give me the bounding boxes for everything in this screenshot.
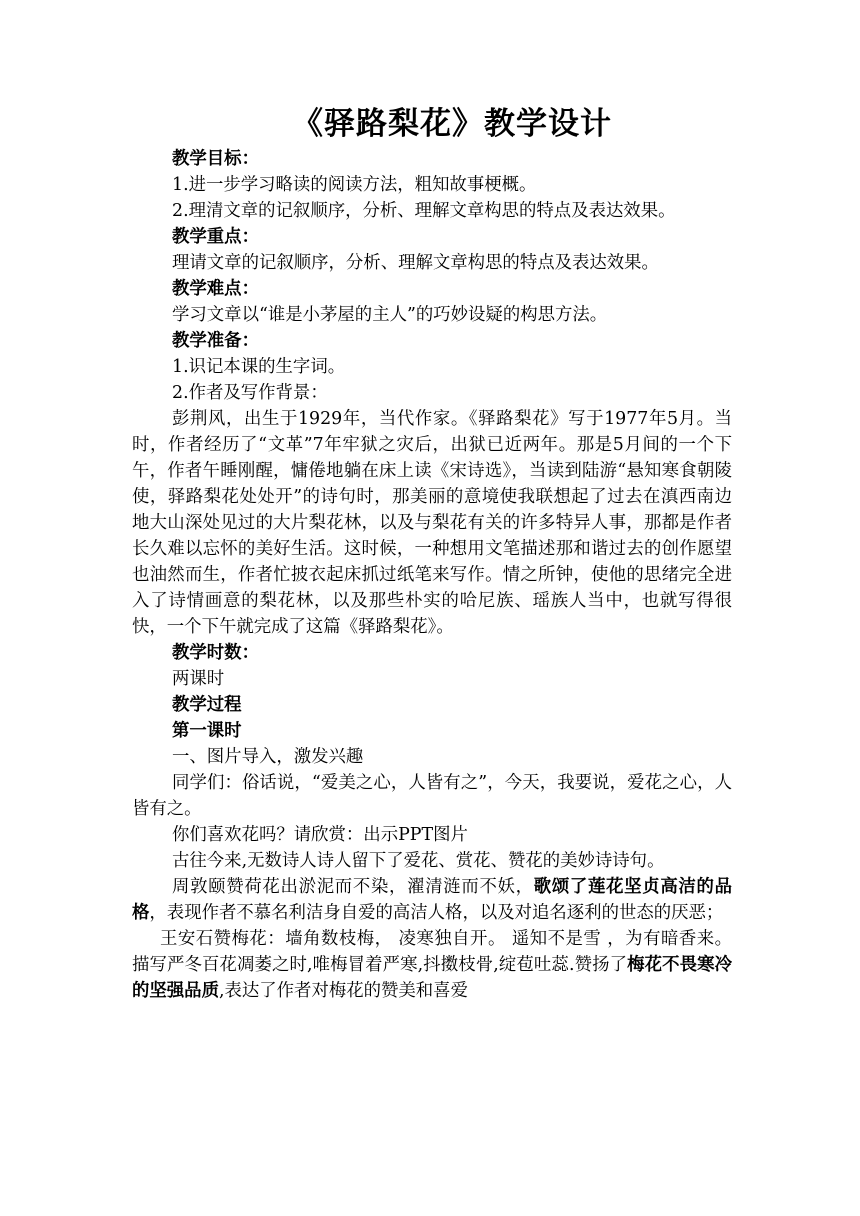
author-background-paragraph: 彭荆风，出生于1929年，当代作家。《驿路梨花》写于1977年5月。当时，作者经历了“文革”7年牢狱之灾后，出狱已近两年。那是5月间的一个下午，作者午睡刚醒，慵倦地躺在床上读《宋诗选》，当读到陆游“悬知寒食朝陵使，驿路梨花处处开”的诗句时，那美丽的意境使我联想起了过去在滇西南边地大山深处见过的大片梨花林，以及与梨花有关的许多特异人事，那都是作者长久难以忘怀的美好生活。这时候，一种想用文笔描述那和谐过去的创作愿望也油然而生，作者忙披衣起床抓过纸笔来写作。情之所钟，使他的思绪完全进入了诗情画意的梨花林，以及那些朴实的哈尼族、瑶族人当中，也就写得很快，一个下午就完成了这篇《驿路梨花》。: [132, 409, 732, 637]
difficulty-heading: 教学难点：: [172, 279, 259, 299]
page-title: 《驿路梨花》教学设计: [292, 106, 612, 142]
plum-highlight: 梅花不畏寒冷的坚强品质: [132, 955, 732, 1001]
document-body: [132, 104, 732, 1004]
goal-item: 1.进一步学习略读的阅读方法，粗知故事梗概。: [172, 175, 537, 195]
goal-item: 2.理清文章的记叙顺序，分析、理解文章构思的特点及表达效果。: [172, 201, 676, 221]
difficulty-text: 学习文章以“谁是小茅屋的主人”的巧妙设疑的构思方法。: [172, 305, 608, 325]
plum-text-end: ,表达了作者对梅花的赞美和喜爱: [218, 981, 468, 1001]
preparation-item: 2.作者及写作背景：: [172, 383, 328, 403]
intro-paragraph: 同学们：俗话说，“爱美之心，人皆有之”，今天，我要说，爱花之心，人皆有之。: [132, 773, 732, 819]
lotus-highlight: 歌颂了莲花坚贞高洁的品格: [132, 877, 732, 923]
goals-heading: 教学目标：: [172, 149, 259, 169]
intro-paragraph: 古往今来,无数诗人诗人留下了爱花、赏花、赞花的美妙诗诗句。: [172, 851, 665, 871]
lotus-text: 周敦颐赞荷花出淤泥而不染，濯清涟而不妖，: [172, 877, 534, 897]
lesson-one-heading: 第一课时: [172, 721, 242, 741]
lotus-text-end: ，表现作者不慕名利洁身自爱的高洁人格，以及对追名逐利的世态的厌恶；: [149, 903, 724, 923]
teaching-process-heading: 教学过程: [172, 695, 242, 715]
preparation-heading: 教学准备：: [172, 331, 259, 351]
key-points-text: 理请文章的记叙顺序，分析、理解文章构思的特点及表达效果。: [172, 253, 659, 273]
key-points-heading: 教学重点：: [172, 227, 259, 247]
class-hours-text: 两课时: [172, 669, 225, 689]
step-one-heading: 一、图片导入，激发兴趣: [172, 747, 364, 767]
lotus-paragraph: [132, 874, 732, 926]
plum-paragraph: [132, 926, 732, 1004]
intro-paragraph: 你们喜欢花吗？请欣赏：出示PPT图片: [172, 825, 468, 845]
plum-text: 王安石赞梅花：墙角数枝梅， 凌寒独自开。 遥知不是雪 ，为有暗香来。描写严冬百花凋萎之时,唯梅冒着严寒,抖擞枝骨,绽苞吐蕊.赞扬了: [132, 929, 732, 975]
class-hours-heading: 教学时数：: [172, 643, 259, 663]
preparation-item: 1.识记本课的生字词。: [172, 357, 346, 377]
